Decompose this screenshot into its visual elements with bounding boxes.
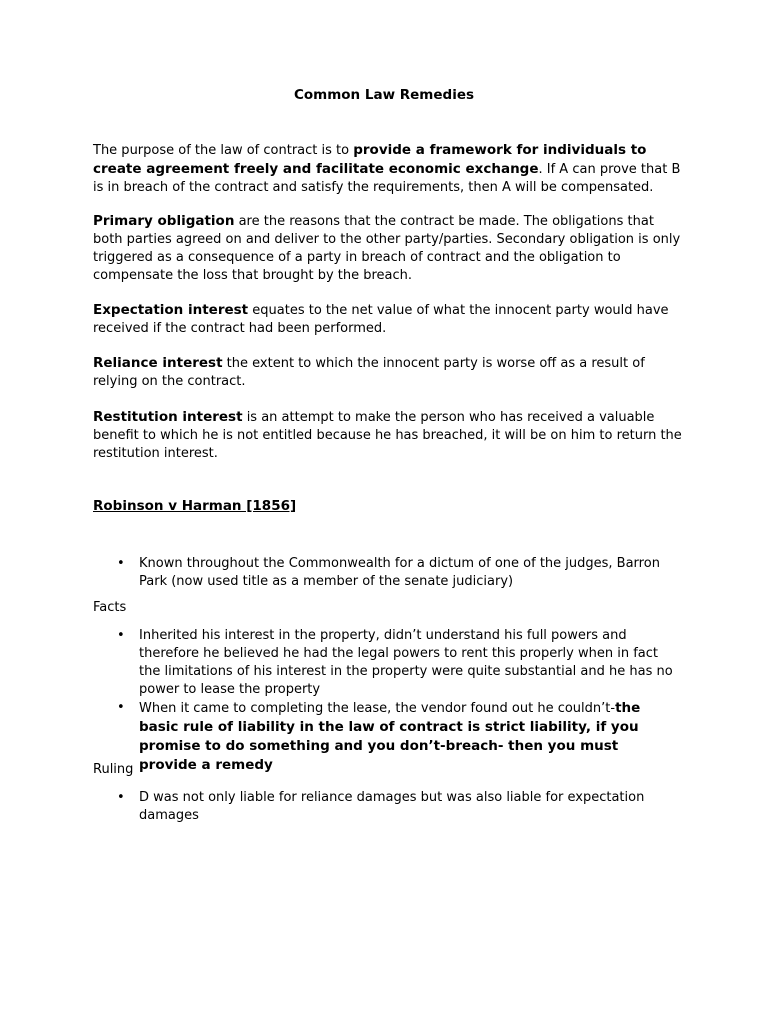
case-heading: Robinson v Harman [1856] xyxy=(93,498,297,514)
intro-text-1: The purpose of the law of contract is to xyxy=(93,143,354,158)
primary-obligation-term: Primary obligation xyxy=(93,213,235,229)
facts-list xyxy=(139,627,679,775)
case-intro-list xyxy=(139,555,679,591)
restitution-interest-term: Restitution interest xyxy=(93,409,243,425)
reliance-interest-term: Reliance interest xyxy=(93,355,223,371)
expectation-interest-text: equates to the net value of what the innocent party would have received if the contract had been performed. xyxy=(93,303,669,336)
primary-obligation-paragraph xyxy=(93,212,683,285)
document-title: Common Law Remedies xyxy=(293,87,475,103)
list-item xyxy=(139,699,679,775)
restitution-interest-paragraph xyxy=(93,408,683,463)
facts-item-emphasis: the basic rule of liability in the law of contract is strict liability, if you promise to do something and you don’t-breach- then you must provide a remedy xyxy=(139,700,641,773)
facts-item-text: When it came to completing the lease, the vendor found out he couldn’t- xyxy=(139,701,616,716)
intro-text-2: . If A can prove that B is in breach of the contract and satisfy the requirements, then A will be compensated. xyxy=(93,162,681,195)
list-item: • D was not only liable for reliance damages but was also liable for expectation damages xyxy=(139,789,679,825)
primary-obligation-text: are the reasons that the contract be made. The obligations that both parties agreed on and deliver to the other party/parties. Secondary obligation is only triggered as a consequence of a party in breach of contract and the obligation to compensate the loss that brought by the breach. xyxy=(93,214,681,283)
restitution-interest-text: is an attempt to make the person who has received a valuable benefit to which he is not entitled because he has breached, it will be on him to return the restitution interest. xyxy=(93,410,682,461)
ruling-list xyxy=(139,789,679,825)
ruling-label: Ruling xyxy=(93,762,134,777)
intro-paragraph xyxy=(93,141,683,197)
reliance-interest-text: the extent to which the innocent party is worse off as a result of relying on the contract. xyxy=(93,356,645,389)
reliance-interest-paragraph xyxy=(93,354,683,391)
list-item: • Inherited his interest in the property, didn’t understand his full powers and therefore he believed he had the legal powers to rent this properly when in fact the limitations of his interest in the property were quite substantial and he has no power to lease the property xyxy=(139,627,679,699)
expectation-interest-paragraph xyxy=(93,301,683,338)
intro-emphasis: provide a framework for individuals to create agreement freely and facilitate economic exchange xyxy=(93,142,647,177)
expectation-interest-term: Expectation interest xyxy=(93,302,249,318)
facts-label: Facts xyxy=(93,600,127,615)
list-item: • Known throughout the Commonwealth for a dictum of one of the judges, Barron Park (now used title as a member of the senate judiciary) xyxy=(139,555,679,591)
